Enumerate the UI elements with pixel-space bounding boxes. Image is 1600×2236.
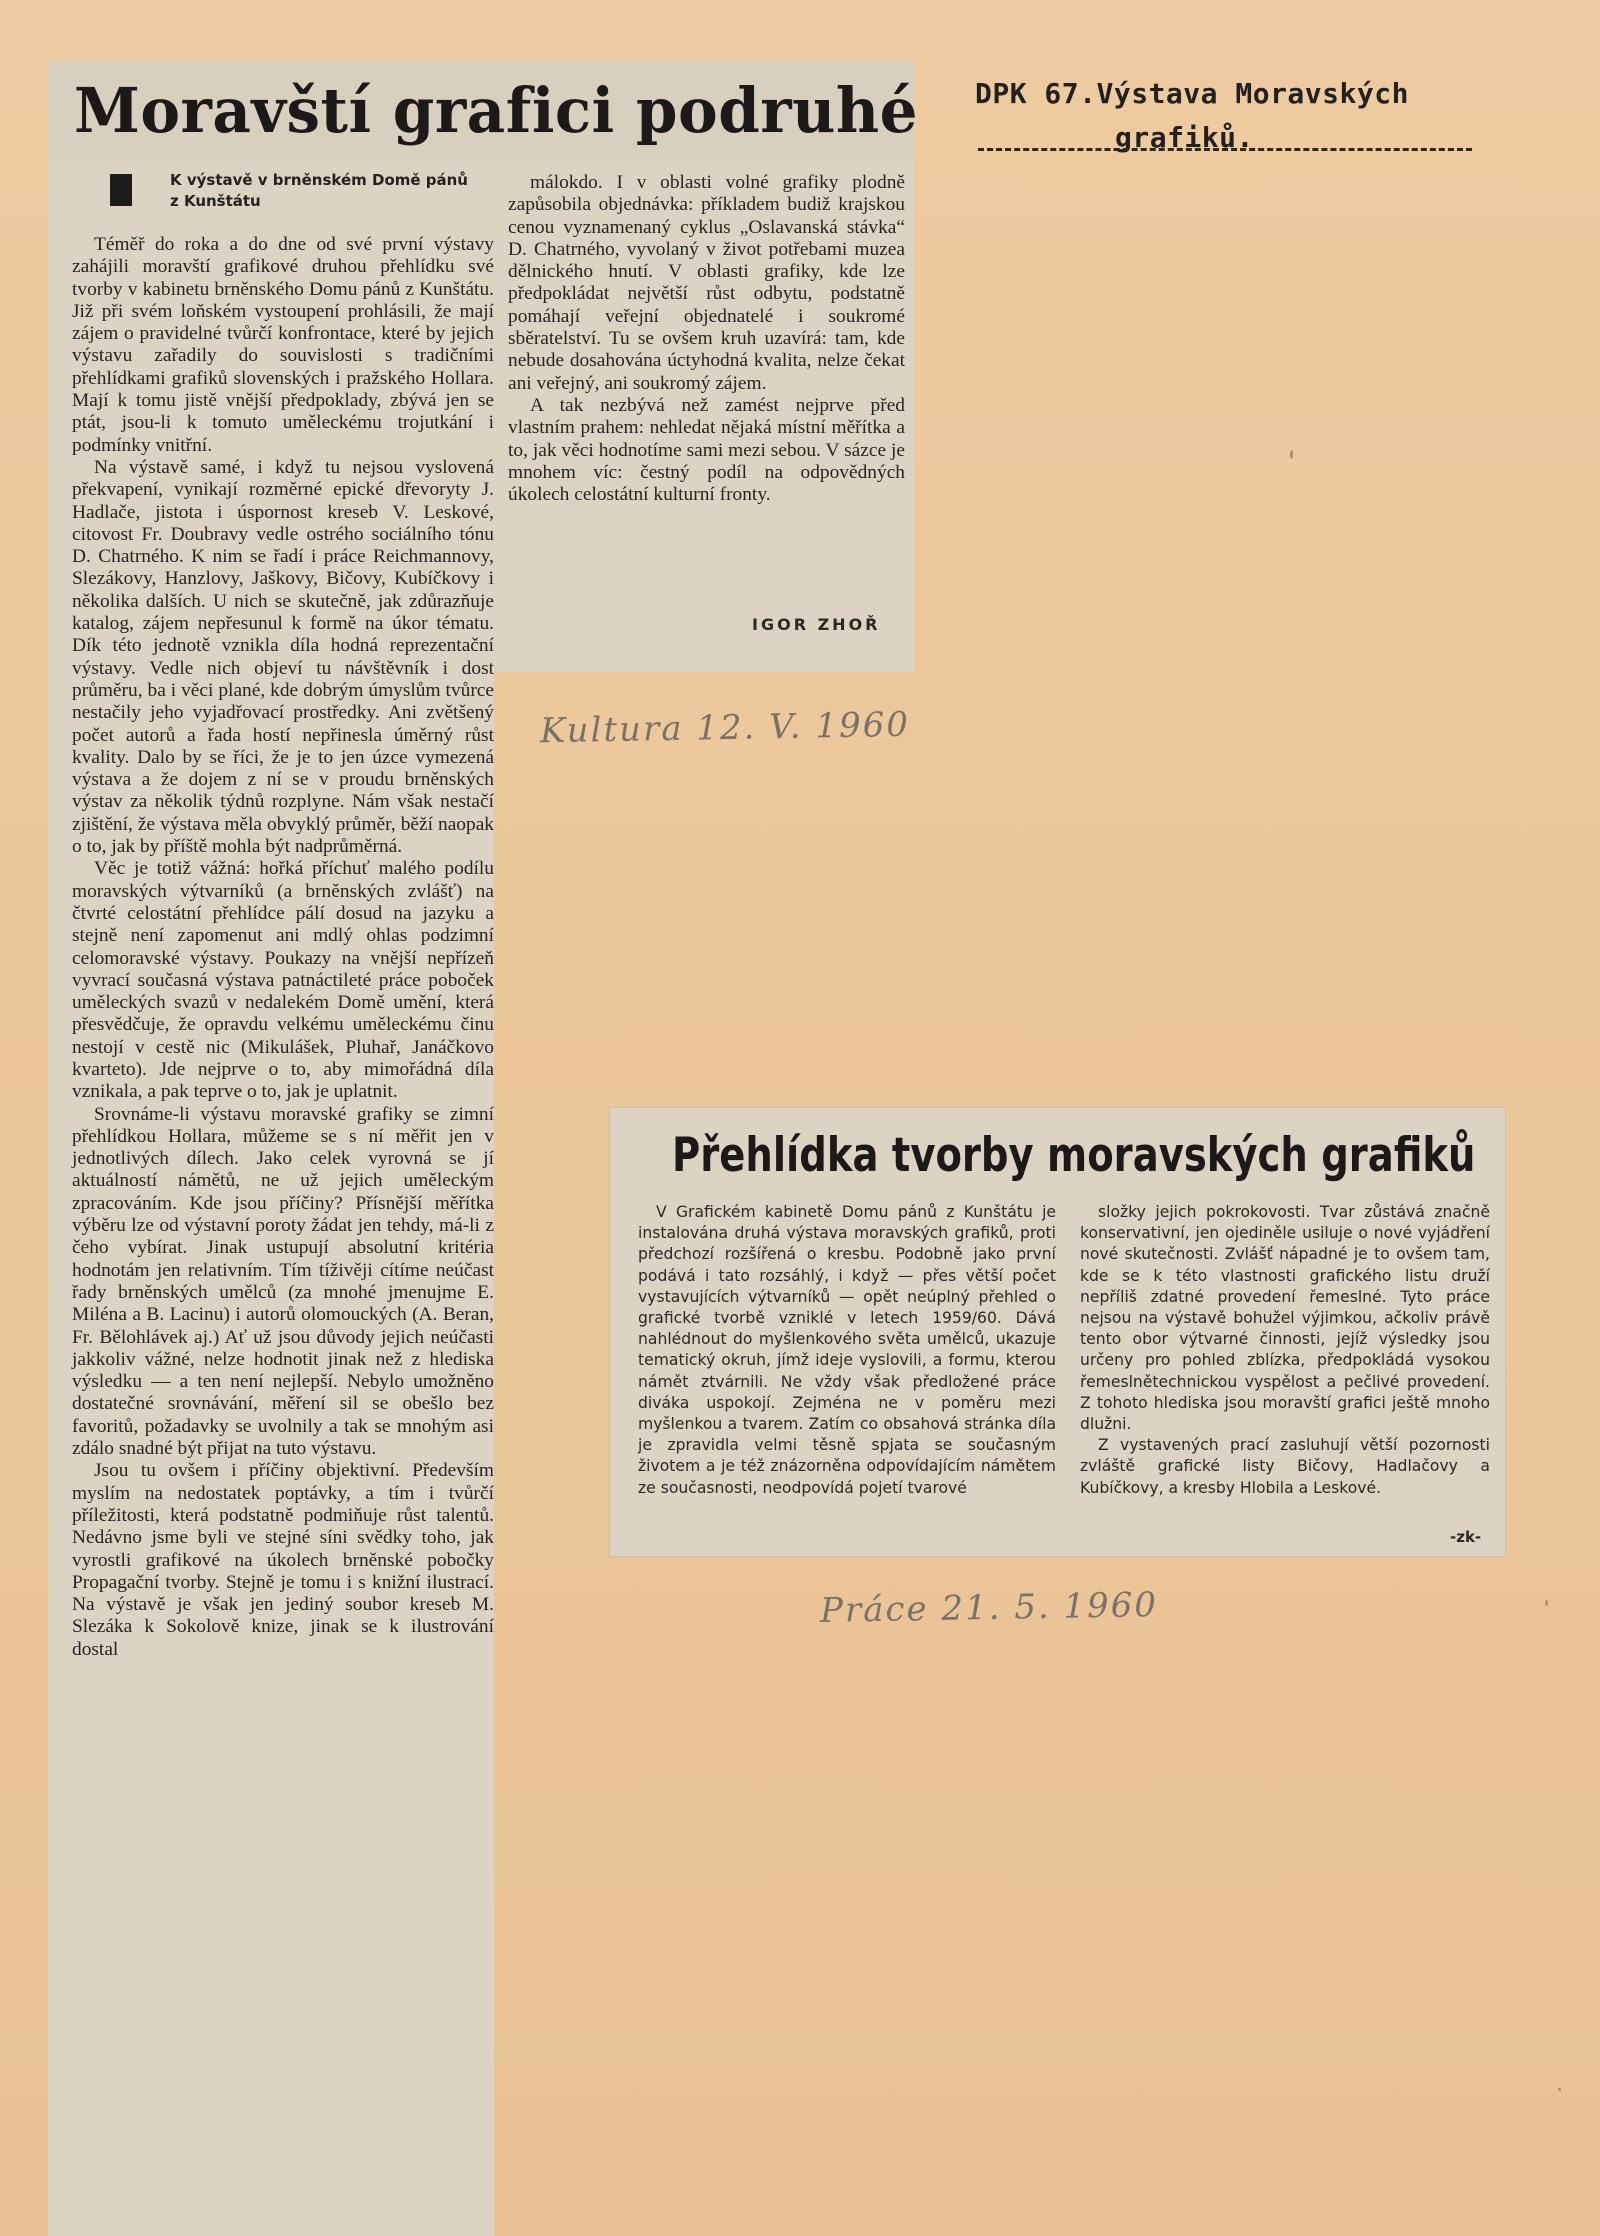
handwritten-source-note: Kultura 12. V. 1960 xyxy=(539,704,911,752)
article-subtitle: K výstavě v brněnském Domě pánů z Kunštátu xyxy=(170,171,468,210)
article-column-left xyxy=(638,1202,1056,1499)
clipping-prace xyxy=(610,1108,1505,1556)
clipping-kultura-title-strip xyxy=(48,60,918,172)
paper-speck xyxy=(1290,450,1293,459)
paragraph: V Grafickém kabinetě Domu pánů z Kunštátu je instalována druhá výstava moravských grafiků, proti předchozí rozšířená o kresbu. Podobně jako první podává i tato rozsáhlý, i když — přes větší počet vystavujících výtvarníků — opět neúplný přehled o grafické tvorbě vzniklé v letech 1959/60. Dává nahlédnout do myšlenkového světa umělců, ukazuje tematický okruh, jímž ideje vyslovili, a formu, kterou námět ztvárnili. Ne vždy však předložené práce diváka uspokojí. Zejména ne v poměru mezi myšlenkou a tvarem. Zatím co obsahová stránka díla je zpravidla velmi těsně spjata se současným životem a je též znázorněna odpovídajícím námětem ze současnosti, neodpovídá pojetí tvarové xyxy=(638,1203,1056,1497)
paragraph: složky jejich pokrokovosti. Tvar zůstává značně konservativní, jen ojediněle usiluje o nové vyjádření nové skutečnosti. Zvlášť nápadné je to ovšem tam, kde se k této vlastnosti grafického listu druží nepříliš zdatné provedení řemeslné. Tyto práce nejsou na výstavě bohužel výjimkou, ačkoliv právě tento obor výtvarné činnosti, jejíž výsledky jsou určeny pro pohled zblízka, předpokládá vysokou řemeslnětechnickou vyspělost a pečlivé provedení. Z tohoto hlediska jsou moravští grafici ještě mnoho dlužni. xyxy=(1080,1203,1490,1434)
paragraph: Z vystavených prací zasluhují větší pozornosti zvláště grafické listy Bičovy, Hadlačovy a Kubíčkovy, a kresby Hlobila a Leskové. xyxy=(1080,1436,1490,1497)
paragraph: Téměř do roka a do dne od své první výstavy zahájili moravští grafikové druhou přehlídku své tvorby v kabinetu brněnského Domu pánů z Kunštátu. Již při svém loňském vystoupení prohlásili, že mají zájem o pravidelné tvůrčí konfrontace, které by jejich výstavu zařadily do souvislosti s tradičními přehlídkami grafiků slovenských i pražského Hollara. Mají k tomu jistě vnější předpoklady, zbývá jen se ptát, jsou-li k tomuto uměleckému trojutkání i podmínky vnitřní. xyxy=(72,234,494,456)
article-column-right xyxy=(1080,1202,1490,1499)
author-signature: IGOR ZHOŘ xyxy=(752,615,881,634)
article-column-right xyxy=(508,172,905,506)
author-signature: -zk- xyxy=(1450,1528,1482,1546)
archive-label xyxy=(975,72,1495,160)
paragraph: Věc je totiž vážná: hořká příchuť malého podílu moravských výtvarníků (a brněnských zvlášť) na čtvrté celostátní přehlídce pálí dosud na jazyku a stejně není zapomenut ani mdlý ohlas podzimní celomoravské výstavy. Poukazy na vnější nepřízeň vyvrací současná výstava patnáctileté práce poboček uměleckých svazů v nedalekém Domě umění, která přesvědčuje, že opravdu velkému uměleckému činu nestojí v cestě nic (Mikulášek, Pluhař, Janáčkovo kvarteto). Jde nejprve o to, aby mimořádná díla vznikala, a pak teprve o to, jak je uplatnit. xyxy=(72,858,494,1103)
archive-label-line1: DPK 67.Výstava Moravských xyxy=(975,77,1409,110)
archive-label-underline xyxy=(978,148,1472,151)
article-column-left xyxy=(72,234,494,1661)
paper-speck xyxy=(1558,2088,1561,2091)
paragraph: málokdo. I v oblasti volné grafiky plodně zapůsobila objednávka: příkladem budiž krajskou cenou vyznamenaný cyklus „Oslavanská stávka“ D. Chatrného, vyvolaný v život potřebami muzea dělnického hnutí. V oblasti grafiky, kde lze předpokládat největší růst odbytu, podstatně pomáhají veřejní objednatelé i soukromé sběratelství. Tu se ovšem kruh uzavírá: tam, kde nebude dosahována úctyhodná kvalita, nelze čekat ani veřejný, ani soukromý zájem. xyxy=(508,172,905,394)
paragraph: Jsou tu ovšem i příčiny objektivní. Především myslím na nedostatek poptávky, a tím i tvůrčí příležitosti, která podstatně podmiňuje růst talentů. Nedávno jsme byli ve stejné síni svědky toho, jak vyrostli grafikové na úkolech brněnské pobočky Propagační tvorby. Stejně je tomu i s knižní ilustrací. Na výstavě je však jen jediný soubor kreseb M. Slezáka k Sokolově knize, jinak se k ilustrování dostal xyxy=(72,1460,494,1660)
paragraph: Na výstavě samé, i když tu nejsou vyslovená překvapení, vynikají rozměrné epické dřevoryty J. Hadlače, jistota i úspornost kreseb V. Leskové, citovost Fr. Doubravy vedle ostrého sociálního tónu D. Chatrného. K nim se řadí i práce Reichmannovy, Slezákovy, Hanzlovy, Jaškovy, Bičovy, Kubíčkovy i několika dalších. U nich se skutečně, jak zdůrazňuje katalog, zájem nepřesunul k formě na úkor tématu. Dík této jednotě vznikla díla hodná reprezentační výstavy. Vedle nich objeví tu návštěvník i dost průměru, ba i věci plané, kde dobrým úmyslům tvůrce nestačily jeho vyjadřovací prostředky. Ani zvětšený počet autorů a řada hostí nepřinesla úměrný růst kvality. Dalo by se říci, že je to jen úzce vymezená výstava a že dojem z ní se v proudu brněnských výstav za několik týdnů rozplyne. Nám však nestačí zjištění, že výstava měla obvyklý průměr, běží naopak o to, jak by příště mohla být nadprůměrná. xyxy=(72,456,494,858)
article-title: Moravští grafici podruhé xyxy=(74,74,918,147)
archive-label-line2: grafiků. xyxy=(1115,121,1254,154)
article-title: Přehlídka tvorby moravských grafiků xyxy=(672,1128,1476,1183)
paragraph: A tak nezbývá než zamést nejprve před vlastním prahem: nehledat nějaká místní měřítka a to, jak věci hodnotíme sami mezi sebou. V sázce je mnohem víc: čestný podíl na odpovědných úkolech celostátní kulturní fronty. xyxy=(508,394,905,506)
handwritten-source-note: Práce 21. 5. 1960 xyxy=(819,1585,1159,1631)
black-square-icon xyxy=(110,174,132,206)
paper-speck xyxy=(1545,1600,1548,1606)
paragraph: Srovnáme-li výstavu moravské grafiky se zimní přehlídkou Hollara, můžeme se s ní měřit jen v jednotlivých dílech. Jako celek vyrovná se jí aktuálností námětů, ne už jejich uměleckým zpracováním. Kde jsou příčiny? Přísnější měřítka výběru lze od výstavní poroty žádat jen tehdy, má-li z čeho vybírat. Jinak ustupují absolutní kritéria hodnotám jen relativním. Tím tíživěji cítíme neúčast řady brněnských umělců (za mnohé jmenujme E. Miléna a B. Lacinu) i autorů olomouckých (A. Beran, Fr. Bělohlávek aj.) Ať už jsou důvody jejich neúčasti jakkoliv vážné, nelze hodnotit jinak než z hlediska výsledku — a ten není nejlepší. Nebylo umožněno dostatečné srovnávání, měření sil se obešlo bez favoritů, požadavky se uvolnily a tak se mnohým asi zdálo snadné být přijat na tuto výstavu. xyxy=(72,1103,494,1460)
